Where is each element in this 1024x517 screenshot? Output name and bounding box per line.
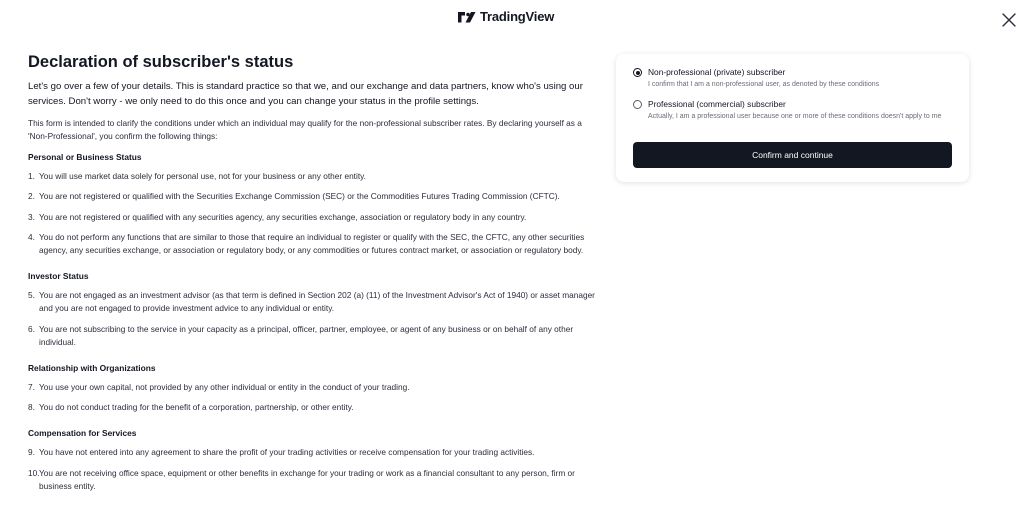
list-item xyxy=(28,190,598,203)
radio-option-professional[interactable] xyxy=(633,99,948,122)
tradingview-logo-icon xyxy=(458,10,476,24)
list-item-text: You are not subscribing to the service in your capacity as a principal, officer, partner, employee, or agent of any business or on behalf of any other individual. xyxy=(39,323,574,347)
list-item-text: You have not entered into any agreement to share the profit of your trading activities or receive compensation for your trading activities. xyxy=(39,447,535,458)
close-icon[interactable] xyxy=(1000,11,1018,29)
list-item-number: 1. xyxy=(28,171,35,182)
list-item xyxy=(28,211,598,224)
logo-text: TradingView xyxy=(480,9,555,24)
list-item xyxy=(28,467,598,493)
top-bar xyxy=(0,0,1024,34)
list-item xyxy=(28,401,598,414)
list-item-text: You are not engaged as an investment advisor (as that term is defined in Section 202 (a) (11) of the Investment Advisor's Act of 1940) or asset manager and you are not engaged to provide investment advice to any individual or entity. xyxy=(39,290,595,314)
radio-text-professional xyxy=(648,99,948,122)
radio-label-professional: Professional (commercial) subscriber xyxy=(648,99,786,109)
list-item-number: 9. xyxy=(28,447,35,458)
list-item xyxy=(28,231,598,257)
radio-button-non-professional[interactable] xyxy=(633,68,642,77)
radio-desc-non-professional: I confirm that I am a non-professional user, as denoted by these conditions xyxy=(648,81,880,88)
lead-paragraph: Let's go over a few of your details. This is standard practice so that we, and our exchange and data partners, know who's using our services. Don't worry - we only need to do this once and you can change your status in the profile settings. xyxy=(28,81,583,107)
list-item-number: 6. xyxy=(28,323,35,334)
tradingview-logo[interactable] xyxy=(458,9,554,24)
radio-button-professional[interactable] xyxy=(633,100,642,109)
list-item-number: 5. xyxy=(28,290,35,301)
list-item-number: 8. xyxy=(28,402,35,413)
list-item-number: 2. xyxy=(28,191,35,202)
list-item-text: You are not registered or qualified with the Securities Exchange Commission (SEC) or the Commodities Futures Trading Commission (CFTC). xyxy=(39,191,560,202)
section-title-relationship: Relationship with Organizations xyxy=(28,363,156,374)
list-item xyxy=(28,289,598,315)
radio-option-non-professional[interactable] xyxy=(633,67,948,90)
list-item xyxy=(28,446,598,459)
radio-label-non-professional: Non-professional (private) subscriber xyxy=(648,67,786,77)
list-item xyxy=(28,170,598,183)
page-title: Declaration of subscriber's status xyxy=(28,53,294,71)
confirm-and-continue-button[interactable]: Confirm and continue xyxy=(633,142,952,168)
section-title-compensation: Compensation for Services xyxy=(28,428,137,439)
list-item-text: You do not conduct trading for the benefit of a corporation, partnership, or other entity. xyxy=(39,402,354,413)
radio-text-non-professional xyxy=(648,67,948,90)
list-item xyxy=(28,381,598,394)
list-item-text: You do not perform any functions that are similar to those that require an individual to register or qualify with the SEC, the CFTC, any other securities agency, any securities exchange, or association or regulatory body, or any commodities or futures contract market, or association or regulatory body. xyxy=(39,231,585,255)
list-item-number: 10. xyxy=(28,467,40,478)
section-title-personal-status: Personal or Business Status xyxy=(28,152,142,163)
declaration-content xyxy=(28,52,598,493)
list-item-text: You will use market data solely for personal use, not for your business or any other entity. xyxy=(39,171,366,182)
list-item-text: You are not receiving office space, equipment or other benefits in exchange for your trading or work as a financial consultant to any person, firm or business entity. xyxy=(39,467,575,491)
list-item-text: You are not registered or qualified with any securities agency, any securities exchange, association or regulatory body in any country. xyxy=(39,211,527,222)
intro-paragraph: This form is intended to clarify the conditions under which an individual may qualify for the non-professional subscriber rates. By declaring yourself as a 'Non-Professional', you confirm the following things: xyxy=(28,118,582,141)
list-item-number: 4. xyxy=(28,231,35,242)
subscriber-status-card xyxy=(616,54,969,182)
section-title-investor-status: Investor Status xyxy=(28,271,89,282)
radio-desc-professional: Actually, I am a professional user because one or more of these conditions doesn't apply to me xyxy=(648,113,942,120)
list-item xyxy=(28,323,598,349)
list-item-number: 7. xyxy=(28,382,35,393)
list-item-number: 3. xyxy=(28,211,35,222)
list-item-text: You use your own capital, not provided by any other individual or entity in the conduct of your trading. xyxy=(39,382,410,393)
